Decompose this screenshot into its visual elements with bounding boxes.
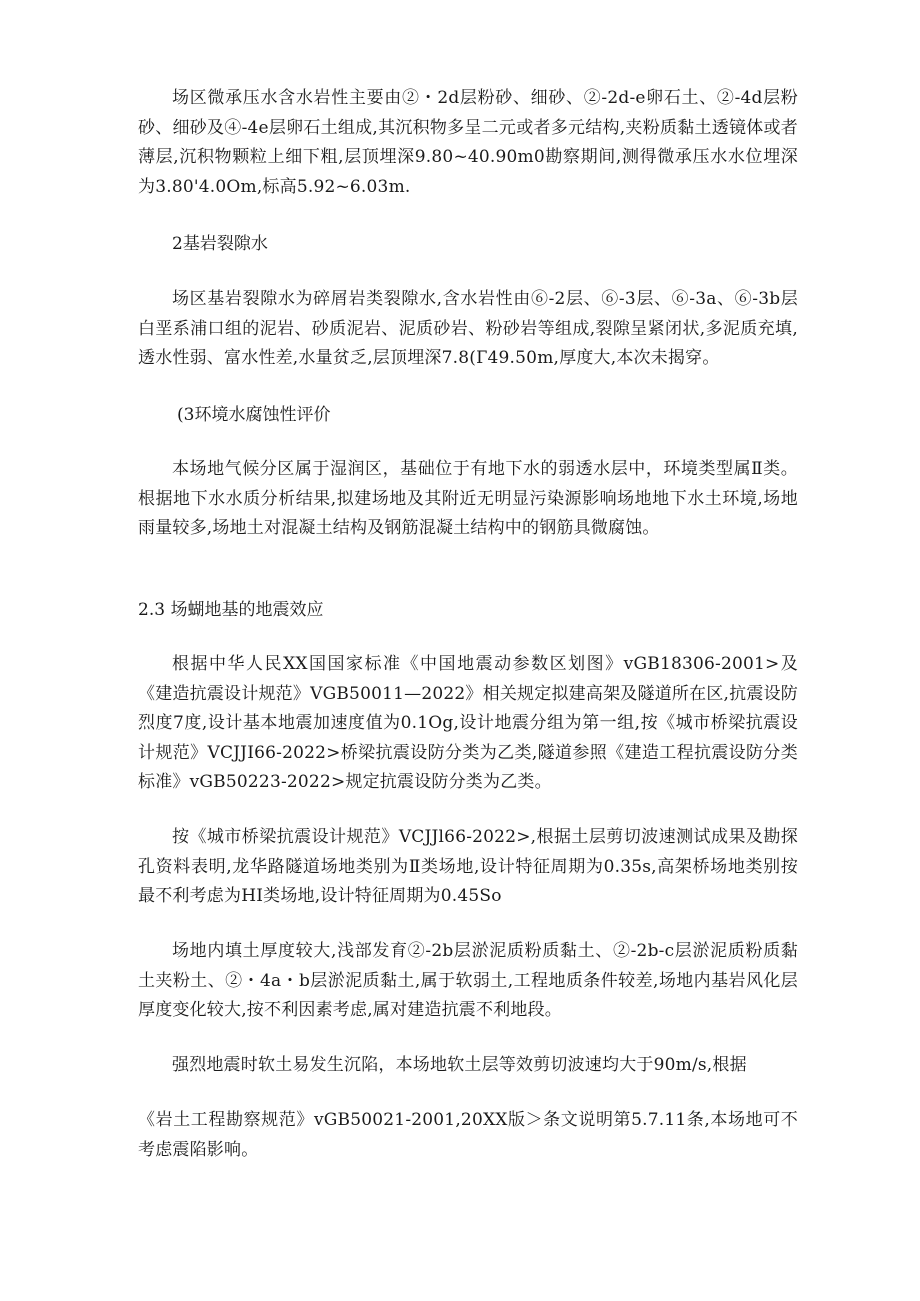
paragraph-site-category: 按《城市桥梁抗震设计规范》VCJJl66-2022>,根据土层剪切波速测试成果及勘探孔资料表明,龙华路隧道场地类别为Ⅱ类场地,设计特征周期为0.35s,高架桥场地类别按最不利考虑为HI类场地,设计特征周期为0.45So — [138, 827, 798, 906]
paragraph-seismic-standards: 根据中华人民XX国国家标准《中国地震动参数区划图》vGB18306-2001>及《建造抗震设计规范》VGB50011—2022》相关规定拟建高架及隧道所在区,抗震设防烈度7度,设计基本地震加速度值为0.1Og,设计地震分组为第一组,按《城市桥梁抗震设计规范》VCJJI66-2022>桥梁抗震设防分类为乙类,隧道参照《建造工程抗震设防分类标准》vGB50223-2022>规定抗震设防分类为乙类。 — [138, 654, 798, 792]
heading-bedrock-fissure-water: 2基岩裂隙水 — [172, 234, 268, 254]
section-heading-seismic-effect: 2.3 场蝴地基的地震效应 — [138, 600, 324, 620]
paragraph-survey-code: 《岩土工程勘察规范》vGB50021-2001,20XX版＞条文说明第5.7.11条,本场地可不考虑震陷影响。 — [138, 1110, 798, 1160]
heading-corrosion-evaluation: (3环境水腐蚀性评价 — [177, 405, 331, 425]
paragraph-bedrock-fissure-water: 场区基岩裂隙水为碎屑岩类裂隙水,含水岩性由⑥-2层、⑥-3层、⑥-3a、⑥-3b层白垩系浦口组的泥岩、砂质泥岩、泥质砂岩、粉砂岩等组成,裂隙呈紧闭状,多泥质充填,透水性弱、富水性差,水量贫乏,层顶埋深7.8(Г49.50m,厚度大,本次未揭穿。 — [138, 289, 798, 368]
paragraph-confined-water: 场区微承压水含水岩性主要由②・2d层粉砂、细砂、②-2d-e卵石土、②-4d层粉砂、细砂及④-4e层卵石土组成,其沉积物多呈二元或者多元结构,夹粉质黏土透镜体或者薄层,沉积物颗粒上细下粗,层顶埋深9.80~40.90m0勘察期间,测得微承压水水位埋深为3.80'4.0Om,标高5.92~6.03m. — [138, 88, 798, 197]
paragraph-corrosion-evaluation: 本场地气候分区属于湿润区，基础位于有地下水的弱透水层中，环境类型属Ⅱ类。根据地下水水质分析结果,拟建场地及其附近无明显污染源影响场地地下水土环境,场地雨量较多,场地土对混凝土结构及钢筋混凝土结构中的钢筋具微腐蚀。 — [138, 459, 798, 538]
paragraph-soft-soil: 场地内填土厚度较大,浅部发育②-2b层淤泥质粉质黏土、②-2b-c层淤泥质粉质黏土夹粉土、②・4a・b层淤泥质黏土,属于软弱土,工程地质条件较差,场地内基岩风化层厚度变化较大,按不利因素考虑,属对建造抗震不利地段。 — [138, 941, 798, 1020]
paragraph-earthquake-subsidence: 强烈地震时软土易发生沉陷，本场地软土层等效剪切波速均大于90m∕s,根据 — [172, 1055, 747, 1075]
